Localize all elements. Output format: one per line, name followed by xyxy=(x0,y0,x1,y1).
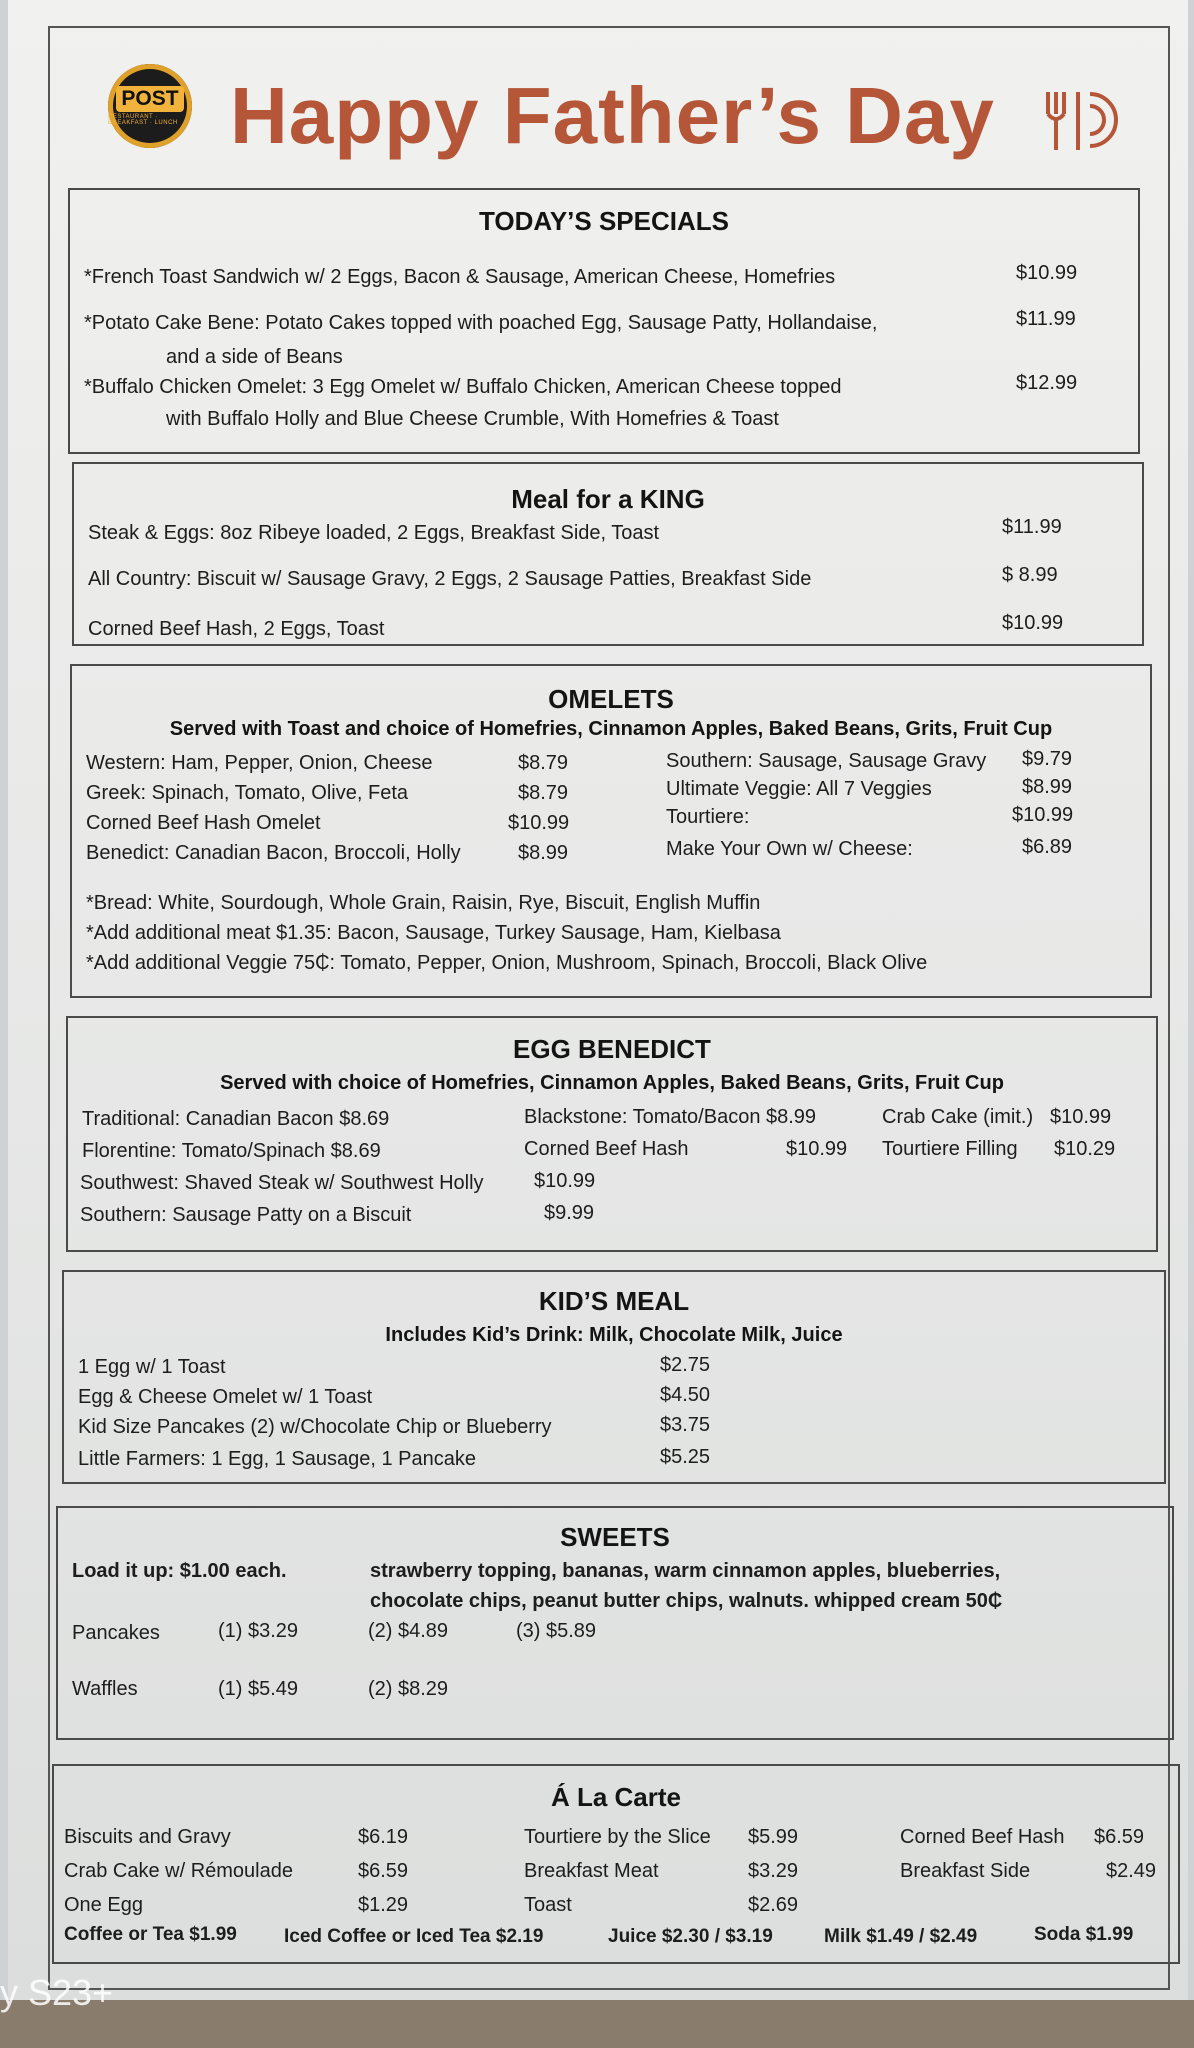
specials-section xyxy=(68,188,1140,454)
drink-item: Coffee or Tea $1.99 xyxy=(64,1924,237,1945)
page-title: Happy Father’s Day xyxy=(230,71,995,160)
specials-title: TODAY’S SPECIALS xyxy=(479,206,729,236)
benedict-price: $10.99 xyxy=(1050,1106,1112,1128)
alacarte-item: Breakfast Meat xyxy=(524,1860,659,1882)
alacarte-item: Breakfast Side xyxy=(900,1860,1031,1882)
alacarte-item: Corned Beef Hash xyxy=(900,1826,1065,1848)
sweets-price: (1) $5.49 xyxy=(218,1678,299,1700)
alacarte-price: $6.59 xyxy=(358,1860,409,1882)
omelet-price: $10.99 xyxy=(1012,804,1074,826)
king-price: $10.99 xyxy=(1002,612,1064,634)
omelet-item: Greek: Spinach, Tomato, Olive, Feta xyxy=(86,782,409,804)
kids-price: $3.75 xyxy=(660,1414,711,1436)
specials-price: $12.99 xyxy=(1016,372,1078,394)
omelet-price: $10.99 xyxy=(508,812,570,834)
logo-subtext: RESTAURANT · BREAKFAST · LUNCH xyxy=(108,114,178,126)
omelets-subtitle: Served with Toast and choice of Homefries, Cinnamon Apples, Baked Beans, Grits, Fruit Cup xyxy=(169,718,1053,740)
sweets-toppings: strawberry topping, bananas, warm cinnamon apples, blueberries, xyxy=(370,1560,1001,1582)
alacarte-item: Crab Cake w/ Rémoulade xyxy=(64,1860,293,1882)
alacarte-item: One Egg xyxy=(64,1894,143,1916)
benedict-price: $10.99 xyxy=(786,1138,848,1160)
benedict-item: Blackstone: Tomato/Bacon $8.99 xyxy=(524,1106,817,1128)
kids-price: $5.25 xyxy=(660,1446,711,1468)
benedict-price: $10.99 xyxy=(534,1170,596,1192)
camera-watermark: y S23+ xyxy=(0,1972,114,2013)
alacarte-item: Tourtiere by the Slice xyxy=(524,1826,711,1848)
alacarte-section xyxy=(52,1764,1180,1964)
logo-text: POST xyxy=(116,86,183,112)
benedict-item: Florentine: Tomato/Spinach $8.69 xyxy=(82,1140,381,1162)
specials-item: *Potato Cake Bene: Potato Cakes topped with poached Egg, Sausage Patty, Hollandaise, xyxy=(84,312,878,334)
sweets-price: (3) $5.89 xyxy=(516,1620,597,1642)
omelet-item: Tourtiere: xyxy=(666,806,750,828)
omelet-note: *Add additional meat $1.35: Bacon, Sausage, Turkey Sausage, Ham, Kielbasa xyxy=(86,922,781,944)
kids-title: KID’S MEAL xyxy=(538,1286,690,1316)
sweets-item: Waffles xyxy=(72,1678,138,1700)
sweets-load-label: Load it up: $1.00 each. xyxy=(72,1560,287,1582)
kids-subtitle: Includes Kid’s Drink: Milk, Chocolate Milk, Juice xyxy=(385,1324,843,1346)
omelet-note: *Bread: White, Sourdough, Whole Grain, Raisin, Rye, Biscuit, English Muffin xyxy=(86,892,761,914)
alacarte-price: $5.99 xyxy=(748,1826,799,1848)
kids-price: $4.50 xyxy=(660,1384,711,1406)
benedict-price: $10.29 xyxy=(1054,1138,1116,1160)
omelet-price: $9.79 xyxy=(1022,748,1073,770)
benedict-price: $9.99 xyxy=(544,1202,595,1224)
menu-sheet xyxy=(8,0,1188,2000)
omelet-price: $8.99 xyxy=(1022,776,1073,798)
specials-price: $11.99 xyxy=(1016,308,1076,330)
kids-price: $2.75 xyxy=(660,1354,711,1376)
drink-item: Soda $1.99 xyxy=(1034,1924,1134,1945)
sweets-toppings: chocolate chips, peanut butter chips, walnuts. whipped cream 50₵ xyxy=(370,1590,1003,1612)
sweets-section xyxy=(56,1506,1174,1740)
omelets-title: OMELETS xyxy=(548,684,674,714)
kids-item: Little Farmers: 1 Egg, 1 Sausage, 1 Pancake xyxy=(78,1448,476,1470)
alacarte-price: $3.29 xyxy=(748,1860,799,1882)
fork-plate-icon xyxy=(1038,84,1118,154)
omelet-item: Benedict: Canadian Bacon, Broccoli, Holly xyxy=(86,842,461,864)
alacarte-price: $2.69 xyxy=(748,1894,799,1916)
kids-section xyxy=(62,1270,1166,1484)
omelet-price: $8.99 xyxy=(518,842,569,864)
alacarte-price: $1.29 xyxy=(358,1894,409,1916)
benedict-item: Corned Beef Hash xyxy=(524,1138,689,1160)
kids-item: Kid Size Pancakes (2) w/Chocolate Chip or Blueberry xyxy=(78,1416,552,1438)
benedict-title: EGG BENEDICT xyxy=(513,1034,711,1064)
benedict-item: Traditional: Canadian Bacon $8.69 xyxy=(82,1108,390,1130)
drink-item: Iced Coffee or Iced Tea $2.19 xyxy=(284,1926,544,1947)
king-item: Corned Beef Hash, 2 Eggs, Toast xyxy=(88,618,385,640)
omelet-item: Make Your Own w/ Cheese: xyxy=(666,838,913,860)
drink-item: Juice $2.30 / $3.19 xyxy=(608,1926,773,1947)
alacarte-price: $2.49 xyxy=(1106,1860,1157,1882)
specials-item-detail: with Buffalo Holly and Blue Cheese Crumble, With Homefries & Toast xyxy=(166,408,779,430)
specials-price: $10.99 xyxy=(1016,262,1078,284)
alacarte-item: Biscuits and Gravy xyxy=(64,1826,231,1848)
benedict-item: Southwest: Shaved Steak w/ Southwest Holly xyxy=(80,1172,484,1194)
king-title: Meal for a KING xyxy=(511,484,705,514)
sweets-price: (2) $8.29 xyxy=(368,1678,449,1700)
sweets-item: Pancakes xyxy=(72,1622,160,1644)
king-item: All Country: Biscuit w/ Sausage Gravy, 2 Eggs, 2 Sausage Patties, Breakfast Side xyxy=(88,568,812,590)
specials-item: *Buffalo Chicken Omelet: 3 Egg Omelet w/ Buffalo Chicken, American Cheese topped xyxy=(84,376,842,398)
king-price: $11.99 xyxy=(1002,516,1062,538)
benedict-item: Southern: Sausage Patty on a Biscuit xyxy=(80,1204,412,1226)
omelets-section xyxy=(70,664,1152,998)
omelet-price: $8.79 xyxy=(518,782,569,804)
sweets-title: SWEETS xyxy=(560,1522,670,1552)
drink-item: Milk $1.49 / $2.49 xyxy=(824,1926,978,1947)
alacarte-item: Toast xyxy=(524,1894,572,1916)
omelet-item: Ultimate Veggie: All 7 Veggies xyxy=(666,778,932,800)
alacarte-price: $6.59 xyxy=(1094,1826,1145,1848)
restaurant-logo xyxy=(108,64,192,148)
table-surface xyxy=(0,2000,1194,2048)
omelet-note: *Add additional Veggie 75₵: Tomato, Pepper, Onion, Mushroom, Spinach, Broccoli, Black Olive xyxy=(86,952,928,974)
sweets-price: (1) $3.29 xyxy=(218,1620,299,1642)
alacarte-title: Á La Carte xyxy=(550,1782,682,1812)
omelet-item: Southern: Sausage, Sausage Gravy xyxy=(666,750,987,772)
omelet-price: $6.89 xyxy=(1022,836,1073,858)
alacarte-price: $6.19 xyxy=(358,1826,409,1848)
omelet-item: Western: Ham, Pepper, Onion, Cheese xyxy=(86,752,433,774)
kids-item: 1 Egg w/ 1 Toast xyxy=(78,1356,226,1378)
benedict-item: Crab Cake (imit.) xyxy=(882,1106,1034,1128)
specials-item: *French Toast Sandwich w/ 2 Eggs, Bacon & Sausage, American Cheese, Homefries xyxy=(84,266,836,288)
kids-item: Egg & Cheese Omelet w/ 1 Toast xyxy=(78,1386,373,1408)
benedict-subtitle: Served with choice of Homefries, Cinnamon Apples, Baked Beans, Grits, Fruit Cup xyxy=(220,1072,1004,1094)
benedict-item: Tourtiere Filling xyxy=(882,1138,1018,1160)
benedict-section xyxy=(66,1016,1158,1252)
king-section xyxy=(72,462,1144,646)
omelet-item: Corned Beef Hash Omelet xyxy=(86,812,321,834)
specials-item-detail: and a side of Beans xyxy=(166,346,343,368)
omelet-price: $8.79 xyxy=(518,752,569,774)
sweets-price: (2) $4.89 xyxy=(368,1620,449,1642)
king-price: $ 8.99 xyxy=(1002,564,1058,586)
king-item: Steak & Eggs: 8oz Ribeye loaded, 2 Eggs, Breakfast Side, Toast xyxy=(88,522,660,544)
